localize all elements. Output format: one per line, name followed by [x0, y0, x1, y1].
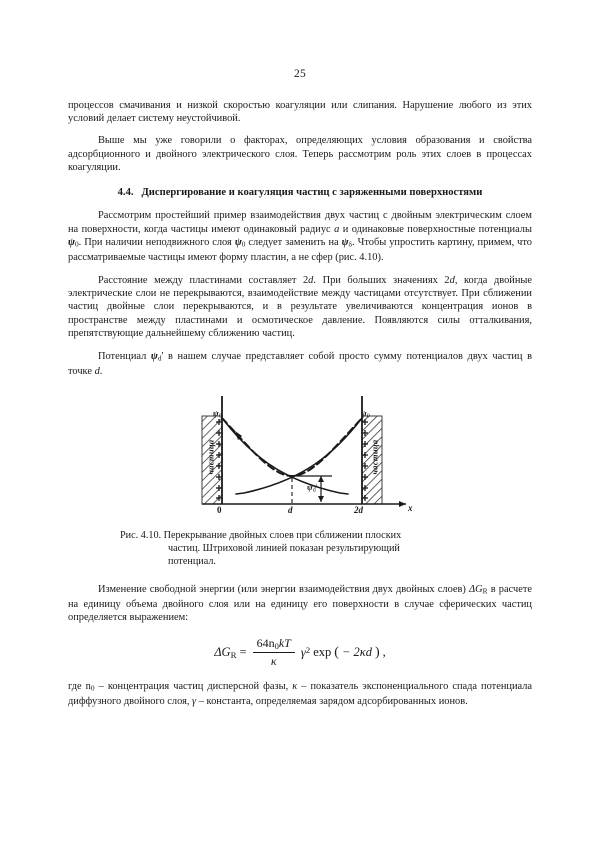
- p3-seg3: . При наличии неподвижного слоя: [78, 237, 235, 249]
- figure-caption-line1: Перекрывание двойных слоев при сближении плоских: [163, 529, 402, 541]
- p6-seg1: Изменение свободной энергии (или энергии взаимодействия двух двойных слоев): [98, 583, 470, 595]
- left-particle-label: частица: [205, 439, 215, 475]
- p3-seg5: . Чтобы упростить картину, примем, что рассматриваемые частицы имеют форму пластин, а не сфер (рис. 4.10).: [68, 237, 532, 264]
- figure-id: Рис. 4.10.: [120, 529, 162, 541]
- delta-g-symbol: ΔG: [469, 583, 483, 595]
- formula-num-a: 64n: [256, 636, 275, 651]
- psi-zero-subscript: 0: [74, 239, 79, 249]
- formula-paren-close: ): [375, 644, 380, 660]
- paragraph-6: [68, 583, 532, 625]
- psi-zero-symbol-2: ψ: [234, 237, 242, 249]
- tick-label-d: d: [288, 504, 293, 515]
- p5-seg1: Потенциал: [98, 350, 151, 362]
- p7-n-sub: 0: [90, 684, 95, 693]
- p5-seg3: .: [99, 365, 103, 377]
- p3-seg2: и одинаковые поверхностные потенциалы: [339, 223, 532, 235]
- figure-canvas: [180, 392, 420, 520]
- right-particle-label: частица: [369, 439, 379, 475]
- p5-seg2: в нашем случае представляет собой просто сумму потенциалов двух частиц в точке: [68, 350, 532, 377]
- formula-fraction: [253, 636, 295, 669]
- right-potential-curve: [236, 418, 362, 494]
- page-number: 25: [294, 68, 306, 80]
- formula-num-sub: 0: [274, 641, 279, 652]
- figure-caption-line2: частиц. Штриховой линией показан результирующий: [168, 543, 400, 555]
- formula-row: [68, 636, 532, 669]
- delta-g-subscript: R: [482, 586, 488, 596]
- paragraph-4: [68, 274, 532, 341]
- left-particle-label-wrap: [202, 426, 218, 488]
- psi-zero-subscript-2: 0: [241, 239, 246, 249]
- figure-caption: [120, 529, 480, 569]
- psi-d-subscript: d: [157, 353, 162, 363]
- p7-seg4: – константа, определяемая зарядом адсорбированных ионов.: [196, 696, 468, 708]
- psi-zero-left-glyph: ψ: [213, 407, 219, 418]
- formula-lhs: [214, 645, 236, 660]
- paragraph-5: [68, 350, 532, 378]
- figure-4-10: [68, 392, 532, 569]
- kappa-symbol: κ: [292, 681, 298, 693]
- resultant-potential-dashed-curve: [222, 418, 362, 476]
- psi-zero-left-sub: 0: [218, 413, 222, 420]
- tick-label-0: 0: [217, 504, 222, 515]
- gamma-symbol: γ: [192, 696, 197, 708]
- psi-d-arrow-down: [318, 496, 324, 502]
- distance-symbol-1: d: [308, 274, 314, 286]
- formula-gamma: [301, 645, 310, 661]
- formula-lhs-glyph: ΔG: [214, 645, 231, 660]
- page-content: [68, 68, 532, 718]
- psi-d-prime: ': [161, 350, 164, 362]
- psi-zero-left-label: [213, 408, 222, 419]
- p7-seg1: где n: [68, 681, 91, 693]
- p7-seg3: – показатель экспоненциального спада потенциала диффузного двойного слоя,: [68, 681, 533, 708]
- paragraph-3: [68, 209, 532, 264]
- psi-d-figure-sub: d: [312, 487, 316, 494]
- formula-comma: ,: [382, 645, 386, 660]
- psi-zero-symbol: ψ: [68, 237, 75, 249]
- radius-symbol: a: [334, 223, 340, 235]
- p4-seg3: , когда двойные электрические слои не перекрываются, взаимодействие между частицами отсутствует. При сближении частиц двойные слои перекрываются, и в результате увеличиваются концентрация ионов в пространстве между пластинами и осмотическое давление. Появляются силы отталкивания, препятствующие дальнейшему сближению частиц.: [68, 274, 533, 340]
- section-number: 4.4.: [117, 186, 134, 198]
- formula-denominator: κ: [270, 654, 277, 669]
- psi-d-figure-prime: ': [315, 481, 318, 492]
- free-energy-formula: [214, 636, 386, 669]
- psi-delta-subscript: δ: [348, 239, 353, 249]
- paragraph-1: процессов смачивания и низкой скоростью коагуляции или слипания. Нарушение любого из этих условий делает систему неустойчивой.: [68, 99, 532, 125]
- psi-zero-right-label: [361, 408, 370, 419]
- formula-lhs-sub: R: [230, 650, 237, 661]
- section-heading: [68, 186, 532, 200]
- p6-seg2: в расчете на единицу объема двойного слоя или на единицу его поверхности в случае сферических частиц определяется выражением:: [68, 583, 533, 623]
- x-axis-arrow: [399, 501, 406, 507]
- paragraph-2: Выше мы уже говорили о факторах, определяющих условия образования и свойства адсорбционного и двойного электрического слоя. Теперь рассмотрим роль этих слоев в процессах коагуляции.: [68, 135, 532, 174]
- point-symbol: d: [94, 365, 100, 377]
- distance-symbol-2: d: [449, 274, 455, 286]
- axis-label-x: x: [408, 502, 413, 513]
- psi-delta-symbol: ψ: [341, 237, 349, 249]
- p3-seg4: следует заменить на: [245, 237, 342, 249]
- formula-exp: exp: [313, 645, 332, 660]
- formula-num-b: kT: [278, 636, 291, 651]
- formula-exp-arg: − 2κd: [341, 645, 372, 660]
- formula-gamma-sup: 2: [305, 645, 311, 656]
- section-title: Диспергирование и коагуляция частиц с заряженными поверхностями: [141, 186, 483, 198]
- right-particle-label-wrap: [366, 426, 382, 488]
- p3-seg1: Рассмотрим простейший пример взаимодействия двух частиц с двойным электрическим слоем на поверхности, когда частицы имеют одинаковый радиус: [68, 210, 532, 235]
- formula-numerator: [253, 636, 295, 652]
- psi-d-symbol: ψ: [150, 350, 158, 362]
- tick-label-2d: 2d: [354, 504, 363, 515]
- p7-seg2: – концентрация частиц дисперсной фазы,: [94, 681, 293, 693]
- formula-paren-open: (: [334, 644, 339, 660]
- psi-d-figure-glyph: ψ: [307, 481, 313, 492]
- formula-equals: =: [239, 645, 247, 660]
- psi-d-figure-label: [307, 482, 317, 493]
- p4-seg1: Расстояние между пластинами составляет 2: [98, 274, 309, 286]
- psi-zero-right-glyph: ψ: [361, 407, 367, 418]
- p4-seg2: . При больших значениях 2: [313, 274, 450, 286]
- paragraph-7: [68, 680, 532, 708]
- left-potential-curve: [222, 418, 348, 494]
- psi-zero-right-sub: 0: [366, 413, 370, 420]
- psi-d-arrow-up: [318, 476, 324, 482]
- figure-caption-line3: потенциал.: [168, 556, 216, 568]
- formula-gamma-glyph: γ: [300, 645, 306, 660]
